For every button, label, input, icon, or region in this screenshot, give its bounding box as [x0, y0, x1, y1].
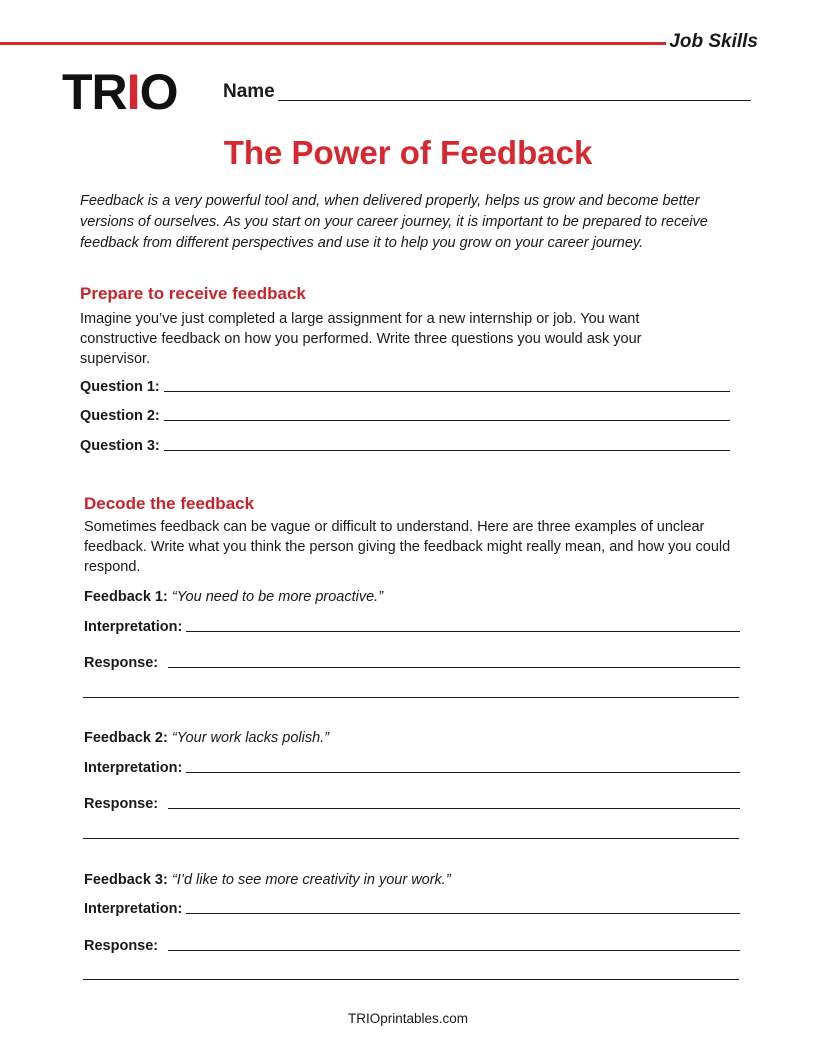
name-field[interactable] [278, 100, 751, 101]
section-body-decode: Sometimes feedback can be vague or difficult to understand. Here are three examples of unclear feedback. Write what you think the person giving the feedback might really mean, and how you could respond. [84, 519, 731, 575]
logo-text-end: O [139, 64, 178, 120]
feedback-quote: “You need to be more proactive.” [171, 589, 384, 605]
question-row-1 [80, 379, 730, 395]
response-field[interactable] [168, 667, 740, 668]
section-heading-prepare: Prepare to receive feedback [80, 284, 306, 303]
feedback-quote: “I’d like to see more creativity in your work.” [171, 872, 451, 888]
response-continuation-line[interactable] [83, 697, 739, 698]
section-body-prepare: Imagine you’ve just completed a large assignment for a new internship or job. You want constructive feedback on how you performed. Write three questions you would ask your supervisor. [80, 311, 642, 367]
response-row-2 [84, 796, 740, 812]
category-label: Job Skills [669, 31, 758, 52]
response-label: Response: [84, 938, 159, 954]
response-label: Response: [84, 796, 159, 812]
question-answer-field[interactable] [164, 450, 730, 451]
name-label: Name [223, 81, 275, 102]
response-row-1 [84, 655, 740, 671]
interpretation-field[interactable] [186, 772, 740, 773]
question-label: Question 2: [80, 408, 160, 424]
interpretation-field[interactable] [186, 913, 740, 914]
feedback-quote: “Your work lacks polish.” [171, 730, 329, 746]
feedback-label: Feedback 3: [84, 872, 168, 888]
response-continuation-line[interactable] [83, 979, 739, 980]
interpretation-row-2 [84, 760, 740, 776]
interpretation-label: Interpretation: [84, 619, 183, 635]
feedback-label: Feedback 1: [84, 589, 168, 605]
interpretation-label: Interpretation: [84, 901, 183, 917]
question-label: Question 1: [80, 379, 160, 395]
response-field[interactable] [168, 808, 740, 809]
header-rule [0, 42, 666, 45]
question-label: Question 3: [80, 438, 160, 454]
question-answer-field[interactable] [164, 420, 730, 421]
feedback-label: Feedback 2: [84, 730, 168, 746]
feedback-item-3 [84, 872, 451, 888]
response-row-3 [84, 938, 740, 954]
question-row-2 [80, 408, 730, 424]
interpretation-row-3 [84, 901, 740, 917]
interpretation-row-1 [84, 619, 740, 635]
response-field[interactable] [168, 950, 740, 951]
question-answer-field[interactable] [164, 391, 730, 392]
feedback-item-2 [84, 730, 329, 746]
response-label: Response: [84, 655, 159, 671]
question-row-3 [80, 438, 730, 454]
interpretation-field[interactable] [186, 631, 740, 632]
trio-logo [62, 66, 177, 118]
footer-url[interactable]: TRIOprintables.com [347, 1011, 469, 1026]
intro-paragraph: Feedback is a very powerful tool and, when delivered properly, helps us grow and become better versions of ourselves. As you start on your career journey, it is important to be prepared to receive feedback from different perspectives and use it to help you grow on your career journey. [80, 193, 708, 251]
logo-text-accent: I [126, 64, 140, 120]
page-title: The Power of Feedback [223, 134, 593, 171]
section-heading-decode: Decode the feedback [84, 494, 255, 513]
response-continuation-line[interactable] [83, 838, 739, 839]
logo-text-main: TR [62, 64, 127, 120]
interpretation-label: Interpretation: [84, 760, 183, 776]
feedback-item-1 [84, 589, 383, 605]
